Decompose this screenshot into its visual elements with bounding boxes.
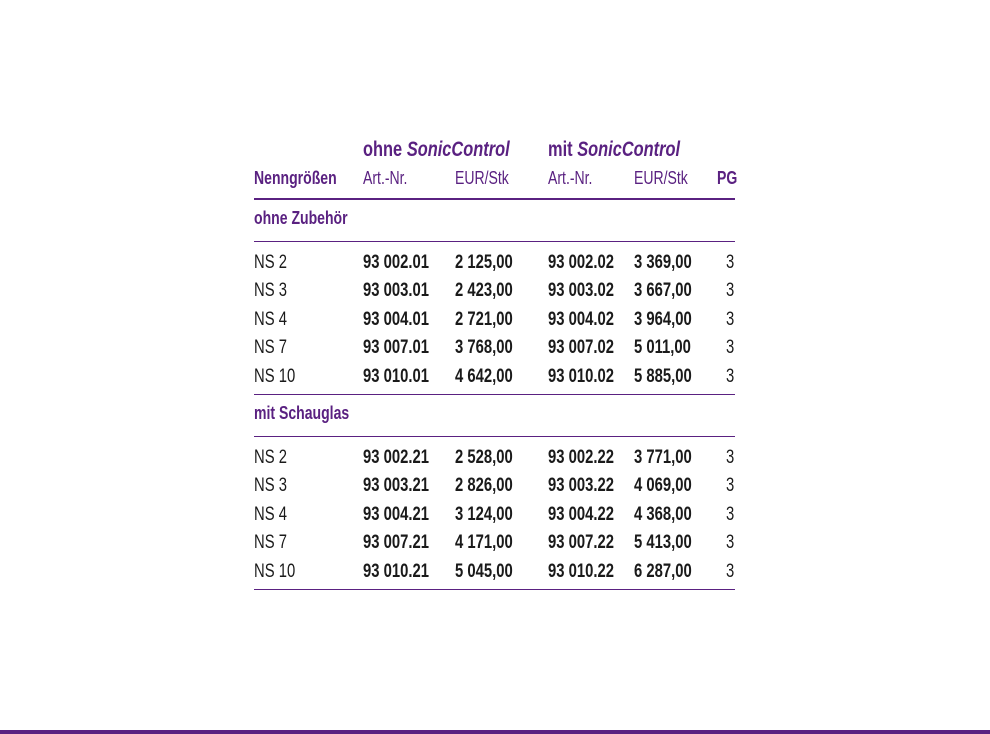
cell-art-nr-ohne: 93 004.21 — [363, 503, 429, 525]
cell-price-mit: 5 413,00 — [634, 532, 692, 554]
cell-pg: 3 — [726, 337, 735, 359]
cell-art-nr-ohne: 93 004.01 — [363, 308, 429, 330]
cell-art-nr-mit: 93 004.02 — [548, 308, 614, 330]
cell-art-nr-ohne: 93 003.21 — [363, 475, 429, 497]
table-row — [254, 443, 735, 471]
cell-art-nr-mit: 93 003.02 — [548, 280, 614, 302]
cell-pg: 3 — [726, 503, 735, 525]
cell-size: NS 3 — [254, 280, 287, 302]
cell-art-nr-mit: 93 007.22 — [548, 532, 614, 554]
table-row — [254, 471, 735, 499]
cell-price-ohne: 2 721,00 — [455, 308, 513, 330]
cell-price-mit: 4 069,00 — [634, 475, 692, 497]
table-row — [254, 557, 735, 585]
cell-art-nr-mit: 93 004.22 — [548, 503, 614, 525]
group-mit-brand: SonicControl — [577, 138, 681, 161]
price-table — [254, 136, 738, 590]
cell-pg: 3 — [726, 308, 735, 330]
cell-size: NS 2 — [254, 252, 287, 273]
cell-price-ohne: 4 171,00 — [455, 532, 513, 554]
header-eur-mit: EUR/Stk — [634, 168, 688, 188]
cell-size: NS 4 — [254, 308, 287, 330]
cell-pg: 3 — [726, 365, 735, 387]
cell-price-mit: 5 885,00 — [634, 365, 692, 387]
header-nenngroessen: Nenngrößen — [254, 168, 337, 188]
cell-price-mit: 4 368,00 — [634, 503, 692, 525]
cell-price-ohne: 4 642,00 — [455, 365, 513, 387]
cell-art-nr-mit: 93 003.22 — [548, 475, 614, 497]
cell-price-mit: 3 369,00 — [634, 252, 692, 273]
cell-price-mit: 3 771,00 — [634, 446, 692, 468]
cell-price-ohne: 5 045,00 — [455, 560, 513, 582]
header-art-nr-mit: Art.-Nr. — [548, 168, 593, 188]
cell-size: NS 2 — [254, 446, 287, 468]
cell-price-mit: 5 011,00 — [634, 337, 691, 359]
header-eur-ohne: EUR/Stk — [455, 168, 509, 188]
cell-art-nr-ohne: 93 010.21 — [363, 560, 429, 582]
cell-price-mit: 3 964,00 — [634, 308, 692, 330]
cell-art-nr-mit: 93 007.02 — [548, 337, 614, 359]
table-row — [254, 528, 735, 556]
cell-art-nr-ohne: 93 002.21 — [363, 446, 429, 468]
cell-pg: 3 — [726, 252, 735, 273]
cell-price-ohne: 2 528,00 — [455, 446, 513, 468]
cell-size: NS 7 — [254, 532, 287, 554]
cell-price-ohne: 2 423,00 — [455, 280, 513, 302]
cell-price-mit: 3 667,00 — [634, 280, 692, 302]
group-ohne-label: ohne — [363, 138, 403, 161]
section-rows — [254, 437, 735, 590]
group-ohne-sonic — [363, 138, 510, 162]
group-ohne-brand: SonicControl — [406, 138, 510, 161]
cell-pg: 3 — [726, 532, 735, 554]
cell-size: NS 7 — [254, 337, 287, 359]
cell-pg: 3 — [726, 560, 735, 582]
column-header-row — [254, 164, 738, 200]
section-header-row — [254, 395, 735, 437]
cell-price-mit: 6 287,00 — [634, 560, 692, 582]
cell-art-nr-ohne: 93 003.01 — [363, 280, 429, 302]
section-title: ohne Zubehör — [254, 208, 348, 228]
cell-art-nr-mit: 93 002.22 — [548, 446, 614, 468]
header-art-nr-ohne: Art.-Nr. — [363, 168, 408, 188]
cell-art-nr-mit: 93 010.22 — [548, 560, 614, 582]
cell-art-nr-mit: 93 010.02 — [548, 365, 614, 387]
cell-size: NS 4 — [254, 503, 287, 525]
section-header-row — [254, 200, 735, 242]
cell-price-ohne: 3 768,00 — [455, 337, 513, 359]
header-pg: PG — [717, 168, 738, 188]
cell-pg: 3 — [726, 446, 735, 468]
section-rows — [254, 242, 735, 395]
cell-art-nr-ohne: 93 007.01 — [363, 337, 429, 359]
cell-pg: 3 — [726, 280, 735, 302]
cell-price-ohne: 2 125,00 — [455, 252, 513, 273]
cell-art-nr-ohne: 93 007.21 — [363, 532, 429, 554]
cell-art-nr-ohne: 93 010.01 — [363, 365, 429, 387]
table-row — [254, 362, 735, 390]
cell-size: NS 10 — [254, 560, 296, 582]
table-row — [254, 305, 735, 333]
cell-pg: 3 — [726, 475, 735, 497]
table-row — [254, 500, 735, 528]
cell-size: NS 3 — [254, 475, 287, 497]
table-row — [254, 276, 735, 304]
cell-art-nr-ohne: 93 002.01 — [363, 252, 429, 273]
section-title: mit Schauglas — [254, 402, 350, 423]
table-row — [254, 333, 735, 361]
group-header-row — [254, 136, 735, 164]
group-mit-sonic — [548, 138, 680, 162]
cell-art-nr-mit: 93 002.02 — [548, 252, 614, 273]
cell-size: NS 10 — [254, 365, 296, 387]
sections-container — [254, 200, 735, 590]
group-mit-label: mit — [548, 138, 573, 161]
table-row — [254, 248, 735, 276]
footer-accent-bar — [0, 730, 990, 734]
cell-price-ohne: 3 124,00 — [455, 503, 513, 525]
cell-price-ohne: 2 826,00 — [455, 475, 513, 497]
